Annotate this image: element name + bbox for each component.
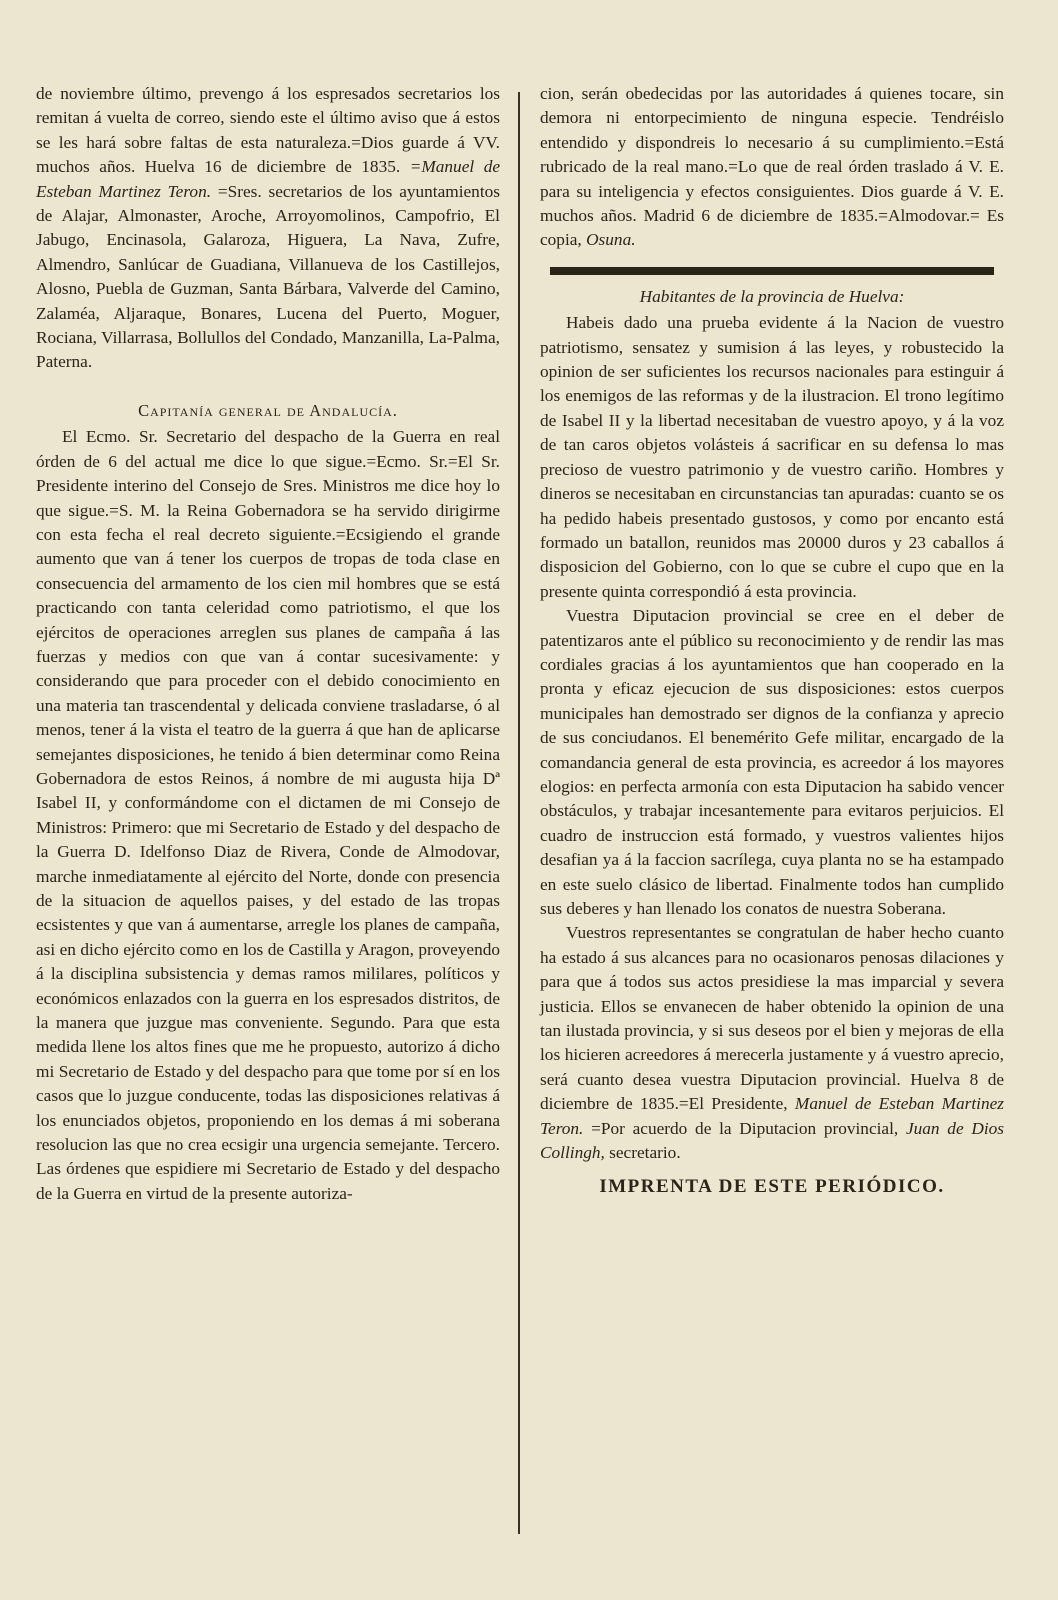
copy-signature: Osuna. xyxy=(586,230,636,250)
proclamation-text: secretario. xyxy=(609,1143,681,1163)
section-divider xyxy=(550,267,994,275)
proclamation-heading: Habitantes de la provincia de Huelva: xyxy=(639,286,905,306)
left-column xyxy=(36,82,500,1206)
notice-addressees: =Sres. secretarios de los ayuntamientos de Alajar, Almonaster, Aroche, Arroyomolinos, Campofrio, El Jabugo, Encinasola, Galaroza, Higuera, La Nava, Zufre, Almendro, Sanlúcar de Guadiana, Villanueva de los Castillejos, Alosno, Puebla de Guzman, Santa Bárbara, Valverde del Camino, Zalaméa, Aljaraque, Bonares, Lucena del Puerto, Moguer, Rociana, Villarrasa, Bollullos del Condado, Manzanilla, La-Palma, Paterna. xyxy=(36,181,500,372)
proclamation-paragraph: Vuestra Diputacion provincial se cree en el deber de patentizaros ante el público su reconocimiento y de rendir las mas cordiales gracias á los ayuntamientos que han cooperado en la pronta y eficaz ejecucion de sus disposiciones: estos cuerpos municipales han demostrado ser dignos de la confianza y aprecio de sus conciudanos. El benemérito Gefe militar, encargado de la comandancia general de esta provincia, es acreedor á los mayores elogios: en perfecta armonía con esta Diputacion ha sabido vencer obstáculos, y trabajar incesantemente para evitaros perjuicios. El cuadro de instruccion está formado, y vuestros valientes hijos desafian ya á la faccion sacrílega, cuya planta no se ha estampado en este suelo clásico de libertad. Finalmente todos han cumplido sus deberes y han llenado los conatos de nuestra Soberana. xyxy=(540,606,1004,918)
notice-text: de noviembre último, prevengo á los espresados secretarios los remitan á vuelta de correo, siendo este el último aviso que á estos se les hará sobre faltas de esta naturaleza.=Dios guarde á VV. muchos años. Huelva 16 de diciembre de 1835. xyxy=(36,84,500,177)
royal-order-paragraph: El Ecmo. Sr. Secretario del despacho de la Guerra en real órden de 6 del actual me dice lo que sigue.=Ecmo. Sr.=El Sr. Presidente interino del Consejo de Sres. Ministros me dice hoy lo que sigue.=S. M. la Reina Gobernadora se ha servido dirigirme con esta fecha el real decreto siguiente.=Ecsigiendo el grande aumento que van á tener los cuerpos de tropas de toda clase en consecuencia del armamento de los cien mil hombres que se está practicando con tanta celeridad como patriotismo, el que los ejércitos de operaciones arreglen sus planes de campaña á las fuerzas y medios con que van á contar sucesivamente: y considerando que para proceder con el debido conocimiento en una materia tan trascendental y delicada conviene trasladarse, ó al menos, tener á la vista el teatro de la guerra á que han de aplicarse semejantes disposiciones, he tenido á bien determinar como Reina Gobernadora de estos Reinos, á nombre de mi augusta hija Dª Isabel II, y conformándome con el dictamen de mi Consejo de Ministros: Primero: que mi Secretario de Estado y del despacho de la Guerra D. Idelfonso Diaz de Rivera, Conde de Almodovar, marche inmediatamente al ejército del Norte, donde con presencia de la situacion de aquellos paises, y del estado de las tropas ecsistentes y que van á aumentarse, arregle los planes de campaña, asi en dicho ejército como en los de Castilla y Aragon, proveyendo á la disciplina subsistencia y demas ramos mililares, políticos y económicos enlazados con la guerra en los espresados distritos, de la manera que juzgue mas conveniente. Segundo. Para que esta medida llene los altos fines que me he propuesto, autorizo á dicho mi Secretario de Estado y del despacho para que tome por sí en los casos que lo juzgue conducente, todas las disposiciones relativas á los enunciados objetos, proponiendo en los demas á mi soberana resolucion las que no crea ecsigir una urgencia semejante. Tercero. Las órdenes que espidiere mi Secretario de Estado y del despacho de la Guerra en virtud de la presente autoriza- xyxy=(36,427,500,1203)
section-heading: Capitanía general de Andalucía. xyxy=(138,400,398,420)
notice-paragraph xyxy=(36,82,500,375)
right-column xyxy=(540,82,1004,1200)
president-signature: Manuel de Esteban Martinez Teron. xyxy=(540,1094,1005,1138)
notice-signature: =Manuel de Esteban Martinez Teron. xyxy=(36,157,500,201)
royal-order-continuation xyxy=(540,82,1004,253)
royal-order-continuation-text: cion, serán obedecidas por las autoridades á quienes tocare, sin demora ni entorpecimiento de ninguna especie. Tendréislo entendido y dispondreis lo necesario á su cumplimiento.=Está rubricado de la real mano.=Lo que de real órden traslado á V. E. para su inteligencia y efectos consiguientes. Dios guarde á V. E. muchos años. Madrid 6 de diciembre de 1835.=Almodovar.= Es copia, xyxy=(540,84,1004,250)
proclamation-text: Vuestros representantes se congratulan de haber hecho cuanto ha estado á sus alcances para no ocasionaros penosas dilaciones y para que á todos sus actos presidiese la mas imparcial y severa justicia. Ellos se envanecen de haber obtenido la opinion de una tan ilustada provincia, y si sus deseos por el bien y mejoras de ella los hicieren acreedores á merecerla justamente y á vuestro aprecio, será cuanto desea vuestra Diputacion provincial. Huelva 8 de diciembre de 1835.=El Presidente, xyxy=(540,923,1004,1114)
proclamation-text: =Por acuerdo de la Diputacion provincial, xyxy=(591,1118,899,1138)
secretary-signature: Juan de Dios Collingh, xyxy=(540,1118,1004,1163)
proclamation-paragraph xyxy=(540,921,1004,1165)
proclamation-paragraph: Habeis dado una prueba evidente á la Nacion de vuestro patriotismo, sensatez y sumision á las leyes, y robustecido la opinion de ser suficientes los recursos nacionales para estinguir á los enemigos de las reformas y de la ilustracion. El trono legítimo de Isabel II y la libertad necesitaban de vuestro apoyo, y á la voz de tan caros objetos volásteis á sacrificar en su defensa lo mas precioso de vuestro patrimonio y de vuestro cariño. Hombres y dineros se necesitaban en circunstancias tan apuradas: cuanto se os ha pedido habeis presentado gustosos, y como por encanto está formado un batallon, reunidos mas 20000 duros y 23 caballos á disposicion del Gobierno, con lo que se cubre el cupo que en la presente quinta correspondió á esta provincia. xyxy=(540,313,1004,601)
printer-imprint: IMPRENTA DE ESTE PERIÓDICO. xyxy=(599,1176,945,1198)
column-divider xyxy=(518,92,520,1534)
